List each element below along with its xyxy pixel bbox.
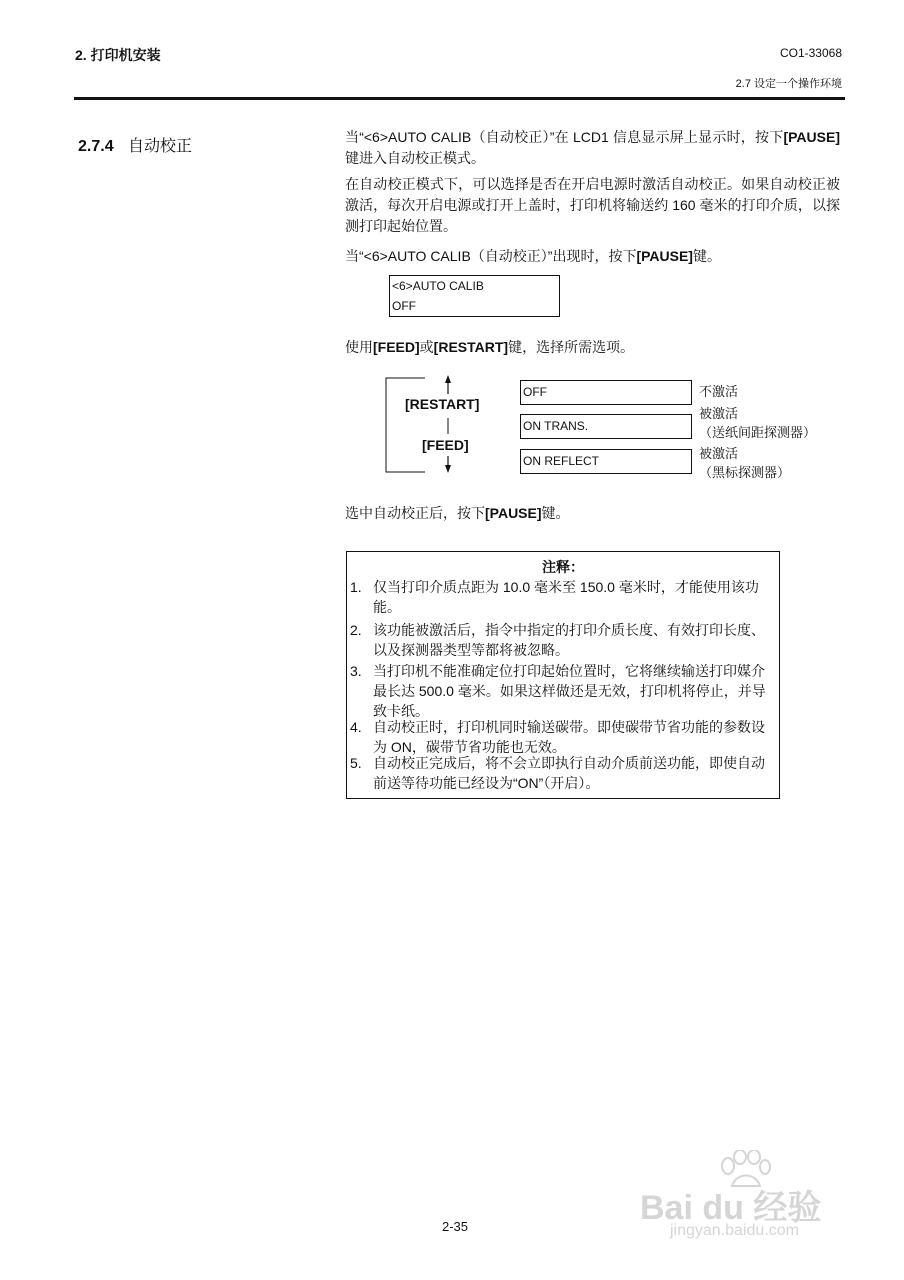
pause-key-label: [PAUSE] — [783, 129, 840, 145]
note-item-number: 2. — [350, 622, 362, 638]
note-item-number: 4. — [350, 719, 362, 735]
note-item-number: 5. — [350, 755, 362, 771]
up-arrow-icon — [445, 375, 451, 383]
option-trans-detail: （送纸间距探测器） — [699, 425, 817, 440]
option-trans-label: 被激活 — [699, 406, 739, 421]
note-item — [347, 753, 775, 793]
doc-code: CO1-33068 — [779, 46, 842, 60]
key-arrow-diagram — [380, 372, 460, 476]
pause-key-label: [PAUSE] — [485, 505, 542, 521]
down-arrow-icon — [445, 465, 451, 473]
paragraph-confirm — [345, 503, 840, 524]
note-title: 注释： — [542, 559, 584, 575]
lcd-display — [389, 275, 560, 317]
paragraph-text: 当“<6>AUTO CALIB（自动校正）”出现时，按下 — [345, 248, 637, 264]
restart-key-label: [RESTART] — [433, 339, 509, 355]
section-heading — [78, 133, 192, 156]
watermark-url: jingyan.baidu.com — [670, 1222, 799, 1239]
note-item — [347, 620, 775, 660]
baidu-watermark — [640, 1150, 865, 1250]
section-reference: 2.7 设定一个操作环境 — [735, 78, 842, 90]
section-title: 自动校正 — [128, 138, 193, 155]
option-off: OFF — [520, 380, 692, 405]
paragraph-text: 选中自动校正后，按下 — [345, 505, 485, 521]
header-rule — [74, 97, 845, 100]
page-number: 2-35 — [442, 1219, 469, 1234]
note-item-number: 1. — [350, 579, 362, 595]
feed-key: [FEED] — [422, 437, 469, 453]
note-item — [347, 577, 775, 617]
option-reflect-detail: （黑标探测器） — [699, 465, 791, 480]
feed-key-label: [FEED] — [373, 339, 420, 355]
pause-key-label: [PAUSE] — [636, 248, 693, 264]
paragraph-text: 或 — [419, 339, 434, 355]
restart-key: [RESTART] — [405, 396, 480, 412]
note-item-text: 当打印机不能准确定位打印起始位置时，它将继续输送打印媒介最长达 500.0 毫米。如果这样做还是无效，打印机将停止，并导致卡纸。 — [373, 663, 766, 719]
paragraph-text: 键，选择所需选项。 — [508, 339, 635, 355]
note-item-text: 该功能被激活后，指令中指定的打印介质长度、有效打印长度、以及探测器类型等都将被忽略。 — [373, 622, 765, 658]
paragraph-text: 键。 — [692, 248, 721, 264]
note-item-text: 自动校正时，打印机同时输送碳带。即使碳带节省功能的参数设为 ON，碳带节省功能也无效。 — [373, 719, 765, 755]
paragraph-text: 当“<6>AUTO CALIB（自动校正）”在 LCD1 信息显示屏上显示时，按下 — [345, 129, 784, 145]
paragraph-text: 使用 — [345, 339, 373, 355]
lcd-line-2: OFF — [392, 299, 416, 313]
note-item — [347, 717, 775, 757]
option-on-reflect: ON REFLECT — [520, 449, 692, 474]
note-item — [347, 661, 775, 721]
bracket-line — [386, 378, 425, 472]
paragraph-text: 键。 — [541, 505, 570, 521]
lcd-line-1: <6>AUTO CALIB — [392, 279, 484, 293]
note-item-text: 自动校正完成后，将不会立即执行自动介质前送功能，即使自动前送等待功能已经设为“ON”（开启）。 — [373, 755, 765, 791]
option-on-trans: ON TRANS. — [520, 414, 692, 439]
option-reflect-label: 被激活 — [699, 446, 739, 461]
paragraph-text: 键进入自动校正模式。 — [345, 150, 485, 166]
chapter-header: 2. 打印机安装 — [75, 47, 161, 63]
paragraph-intro — [345, 127, 840, 169]
option-off-label: 不激活 — [699, 384, 739, 399]
paragraph-mode: 在自动校正模式下，可以选择是否在开启电源时激活自动校正。如果自动校正被激活，每次开启电源或打开上盖时，打印机将输送约 160 毫米的打印介质，以探测打印起始位置。 — [345, 176, 840, 234]
note-item-text: 仅当打印介质点距为 10.0 毫米至 150.0 毫米时，才能使用该功能。 — [373, 579, 759, 615]
note-box — [346, 551, 780, 799]
paragraph-press-pause — [345, 246, 840, 267]
note-item-number: 3. — [350, 663, 362, 679]
section-number: 2.7.4 — [78, 138, 114, 155]
paragraph-select — [345, 337, 840, 358]
watermark-brand: Bai du 经验 — [640, 1189, 822, 1227]
